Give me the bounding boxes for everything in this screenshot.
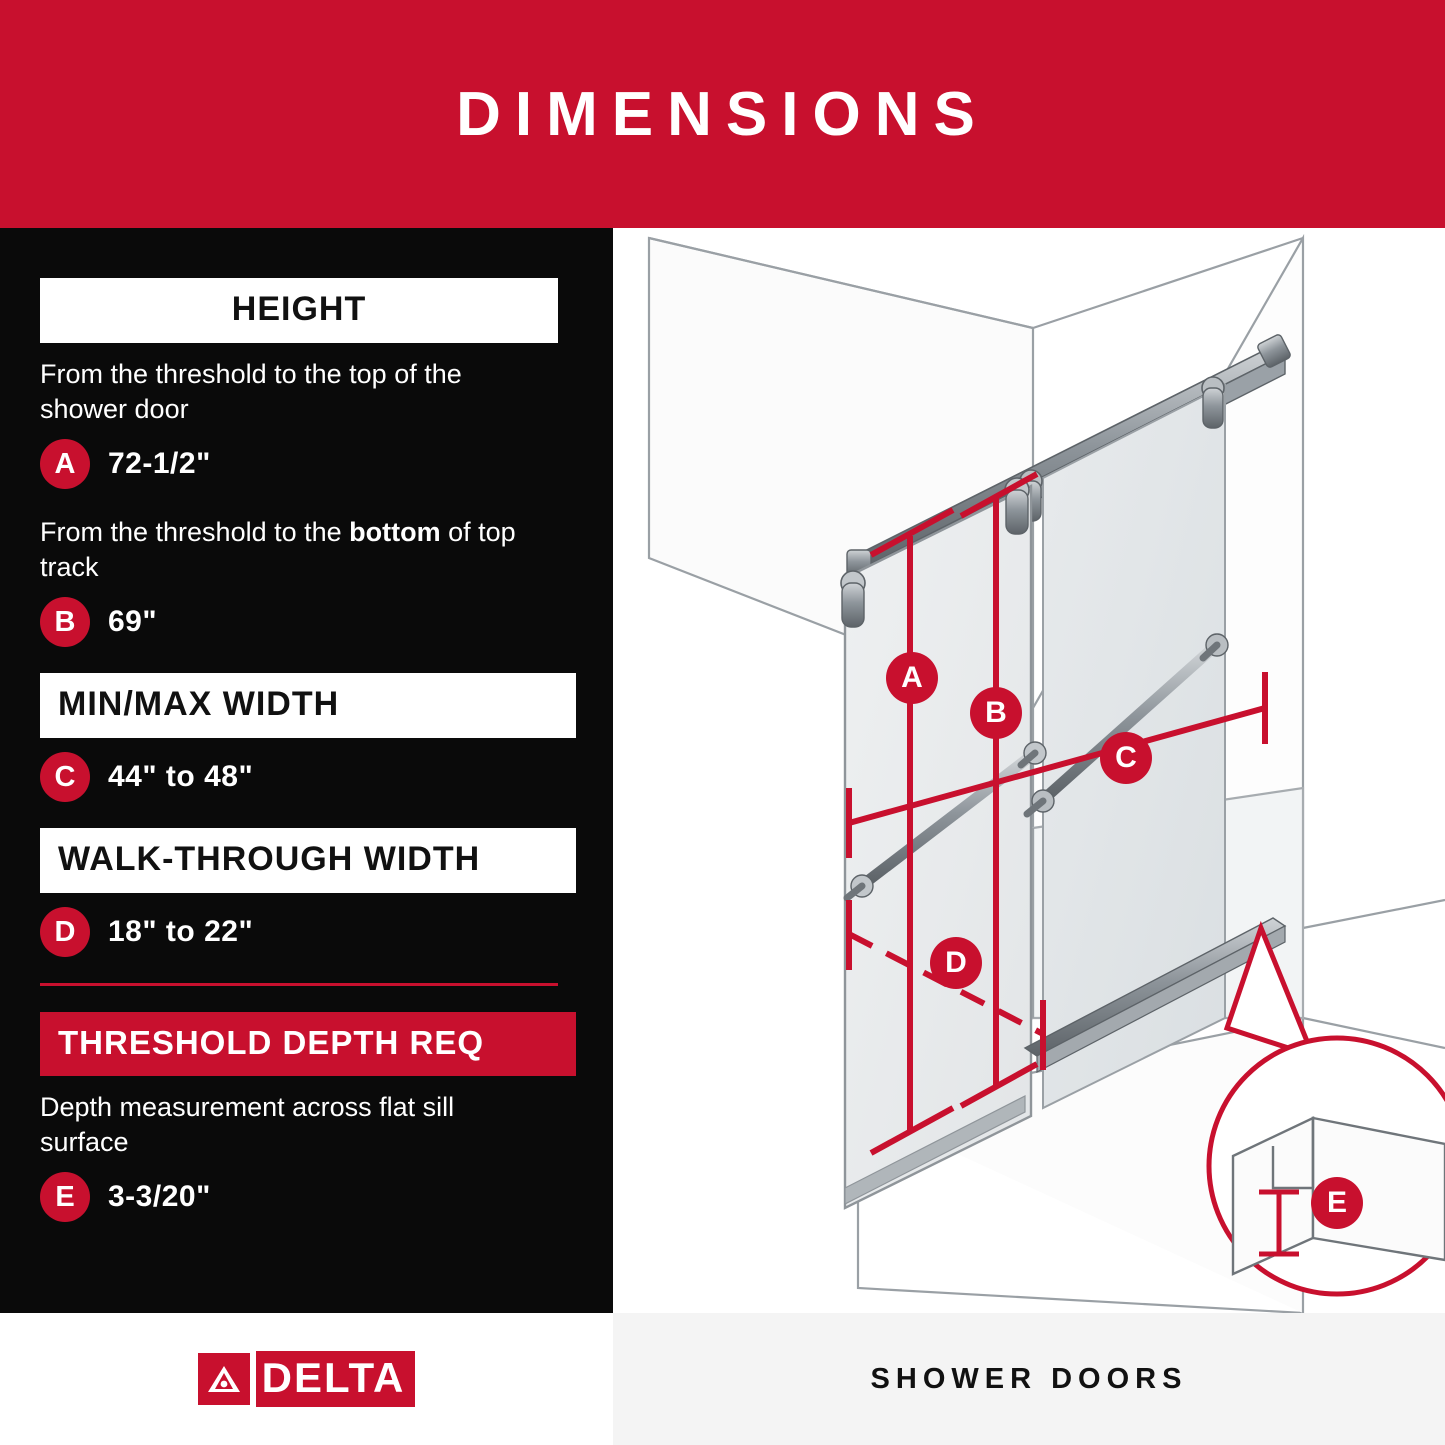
spec-description-b-text-1: From the threshold to the <box>40 517 350 547</box>
measure-value-a: 72-1/2" <box>108 447 211 480</box>
shower-door-diagram <box>613 228 1445 1313</box>
specs-panel <box>0 228 613 1313</box>
measure-row-b <box>40 597 570 647</box>
section-heading-threshold-depth-req: THRESHOLD DEPTH REQ <box>40 1012 576 1076</box>
badge-d: D <box>40 907 90 957</box>
measure-row-a <box>40 439 570 489</box>
measure-value-b: 69" <box>108 605 158 638</box>
threshold-detail-callout <box>1209 928 1445 1294</box>
delta-triangle-icon <box>198 1353 250 1405</box>
delta-wordmark: DELTA <box>256 1351 416 1407</box>
callout-a: A <box>886 652 938 704</box>
spec-description-e-text: Depth measurement across flat sill surface <box>40 1092 455 1157</box>
badge-b: B <box>40 597 90 647</box>
measure-value-d: 18" to 22" <box>108 915 254 948</box>
delta-triangle-glyph <box>207 1364 241 1394</box>
brand-footer <box>0 1313 613 1445</box>
section-heading-walk-through-width: WALK-THROUGH WIDTH <box>40 828 576 893</box>
badge-c: C <box>40 752 90 802</box>
spec-description-a-text: From the threshold to the top of the shower door <box>40 359 462 424</box>
category-footer <box>613 1313 1445 1445</box>
measure-value-e: 3-3/20" <box>108 1180 211 1213</box>
spec-list <box>40 278 570 1248</box>
spec-description-b <box>40 515 550 585</box>
section-divider <box>40 983 558 986</box>
page-header <box>0 0 1445 228</box>
spec-description-a <box>40 357 550 427</box>
spec-description-e <box>40 1090 550 1160</box>
front-glass-panel <box>845 486 1031 1208</box>
measure-row-c <box>40 752 570 802</box>
badge-e: E <box>40 1172 90 1222</box>
spec-description-b-text-2: of top track <box>40 517 516 582</box>
measure-row-d <box>40 907 570 957</box>
delta-logo <box>198 1351 416 1407</box>
callout-b: B <box>970 687 1022 739</box>
section-heading-min-max-width: MIN/MAX WIDTH <box>40 673 576 738</box>
section-heading-height: HEIGHT <box>40 278 558 343</box>
page-title: DIMENSIONS <box>456 79 989 149</box>
callout-e: E <box>1311 1177 1363 1229</box>
callout-d: D <box>930 937 982 989</box>
shower-door-illustration <box>613 228 1445 1313</box>
measure-value-c: 44" to 48" <box>108 760 254 793</box>
category-label: SHOWER DOORS <box>870 1362 1188 1395</box>
callout-c: C <box>1100 732 1152 784</box>
badge-a: A <box>40 439 90 489</box>
measure-row-e <box>40 1172 570 1222</box>
spec-description-b-emphasis: bottom <box>349 517 441 547</box>
